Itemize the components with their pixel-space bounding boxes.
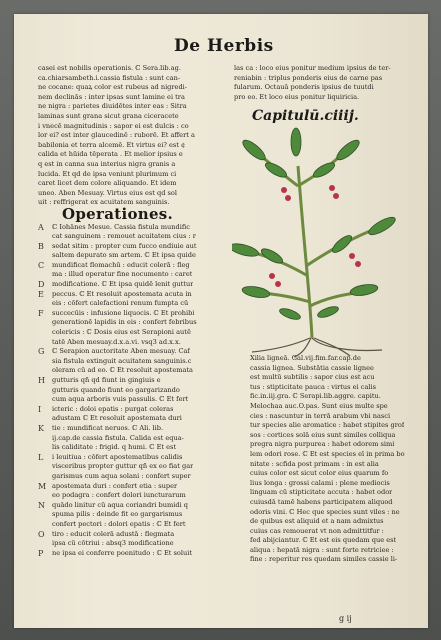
text-line: [38, 395, 220, 405]
text-line: [236, 508, 414, 518]
text-line: [38, 223, 220, 233]
line-text: Xilia ligneā. Gal.vij.fim.far.cap.de: [250, 354, 361, 362]
line-text: est multū subtilis : sapor cius est acu: [250, 373, 375, 382]
text-line: [38, 357, 220, 367]
text-line: [236, 402, 414, 412]
line-text: tus : stipticitate pauca : virtus ei calis: [250, 382, 376, 391]
line-text: tatē Aben mesuay.d.x.a.vi. vsq3 ad.x.x.: [52, 337, 181, 346]
text-line: [38, 539, 220, 549]
margin-marker: [38, 338, 52, 348]
margin-marker: [38, 539, 52, 549]
margin-marker: [236, 440, 250, 450]
text-line: [38, 74, 220, 84]
text-line: [236, 431, 414, 441]
text-line: [236, 373, 414, 383]
text-line: [38, 318, 220, 328]
line-text: fine : reperitur res quedam similes cassie li-: [250, 555, 398, 564]
line-text: visceribus propter guttur qñ ex eo fiat gar: [52, 462, 194, 471]
page-header: [14, 36, 428, 62]
margin-marker: [38, 318, 52, 328]
line-text: pregra nigra purpurea : habet odorem simi: [250, 440, 395, 449]
margin-marker: [236, 555, 250, 565]
line-text: ij.cap.de cassia fistula. Calida est equa-: [52, 433, 184, 442]
line-text: lor ei? est inter glaucedinē : ruborē. Et affert a: [38, 131, 195, 140]
text-line: [38, 270, 220, 280]
margin-marker: L: [38, 452, 44, 462]
line-text: quādo linitur cū aqua coriandri bumidi q: [52, 500, 189, 509]
line-text: nem declinās : inter ipsas sunt lamine ei tra: [38, 92, 185, 101]
line-text: odoris vini. ℂ Hec que species sunt viles : ne: [250, 507, 400, 516]
text-line: [236, 392, 414, 402]
margin-marker: A: [38, 222, 44, 232]
running-head: De Herbis: [174, 36, 274, 56]
margin-marker: [38, 472, 52, 482]
signature-mark: g ij: [339, 614, 352, 623]
line-text: calida et hūida tēperata . Et melior ipsius e: [38, 150, 183, 159]
margin-marker: [38, 491, 52, 501]
line-text: uneo. Aben Mesuay. Virtus eius est qd sol: [38, 188, 177, 197]
margin-marker: [38, 395, 52, 405]
line-text: sos : cortices solā eius sunt similes colliqua: [250, 430, 396, 439]
text-line: [236, 460, 414, 470]
line-text: fed abijciantur. ℂ Et est eis quedam que est: [250, 536, 397, 545]
text-line: [38, 472, 220, 482]
line-text: lucida. Et qd de ipsa veniunt plurimum ci: [38, 169, 177, 178]
line-text: i leuitiua : cōfert apostematibus calidis: [52, 452, 183, 461]
margin-marker: [236, 488, 250, 498]
margin-marker: I: [38, 404, 42, 414]
text-line: [38, 309, 220, 319]
text-line: [236, 450, 414, 460]
line-text: nitate : scfida post primam : in est alia: [250, 459, 379, 468]
margin-marker: [236, 527, 250, 537]
text-line: [38, 405, 220, 415]
right-bottom-paragraph: [236, 354, 414, 565]
text-line: [38, 386, 220, 396]
text-line: [236, 364, 414, 374]
line-text: linguam cū stipticitate accuta : habet odor: [250, 488, 393, 497]
line-text: ne nigra : parietes diuidētes inter eas : Sitra: [38, 102, 187, 111]
text-line: [38, 290, 220, 300]
line-text: ma : illud operatur fine nocumento : caret: [52, 270, 193, 279]
margin-marker: [236, 469, 250, 479]
text-line: [38, 501, 220, 511]
text-line: [38, 179, 220, 189]
text-line: [236, 479, 414, 489]
margin-marker: [38, 386, 52, 396]
line-text: icteric : doloi epatis : purgat coleras: [52, 404, 174, 413]
text-line: [234, 64, 412, 74]
text-line: [38, 102, 220, 112]
text-line: [38, 414, 220, 424]
line-text: fularum. Octauā ponderis ipsius de tuutdi: [234, 83, 374, 92]
text-line: [38, 328, 220, 338]
text-line: [38, 189, 220, 199]
line-text: generationē lapidis in eis : confert febribus: [52, 318, 197, 327]
line-text: fic.in.iij.gra. ℂ Serapi.lib.aggre. capitu.: [250, 392, 381, 401]
chapter-title: Capitulū.ciiij.: [252, 108, 359, 124]
plant-stems: [242, 146, 382, 338]
text-line: [38, 443, 220, 453]
manuscript-page: [14, 14, 428, 628]
margin-marker: [236, 354, 250, 364]
text-line: [234, 74, 412, 84]
left-text-column: [38, 64, 220, 558]
margin-marker: C: [38, 260, 45, 270]
text-line: [38, 376, 220, 386]
line-text: peccus. ℂ Et resoluit apostemata acuta in: [52, 289, 192, 298]
line-text: cassia lignea. Substātia cassie lignee: [250, 363, 374, 372]
text-line: [38, 112, 220, 122]
operations-heading: Operationes.: [62, 204, 174, 223]
text-line: [236, 354, 414, 364]
right-bottom-column: [236, 354, 414, 565]
margin-marker: [236, 383, 250, 393]
margin-marker: [38, 510, 52, 520]
margin-marker: E: [38, 289, 44, 299]
margin-marker: [38, 366, 52, 376]
text-line: [234, 93, 412, 103]
line-text: tiro : educit colerā adustā : flegmata: [52, 529, 175, 538]
text-line: [38, 141, 220, 151]
line-text: spuma pilis : deinde fit eo gargarismus: [52, 510, 183, 519]
text-line: [236, 383, 414, 393]
line-text: tur species alie aromatice : habet stipites grof: [250, 421, 405, 430]
text-line: [38, 347, 220, 357]
line-text: cies : nascuntur in terrā arabum vbi nasci: [250, 411, 391, 420]
margin-marker: [236, 392, 250, 402]
margin-marker: [236, 450, 250, 460]
margin-marker: B: [38, 241, 44, 251]
line-text: succecūis : infusione liquocis. ℂ Et prohibi: [52, 308, 195, 317]
right-top-column: [234, 64, 412, 102]
margin-marker: D: [38, 280, 45, 290]
margin-marker: [236, 517, 250, 527]
text-line: [38, 491, 220, 501]
margin-marker: N: [38, 500, 45, 510]
bottom-margin: [44, 624, 404, 630]
text-line: [236, 421, 414, 431]
line-text: pro eo. Et loco eius ponitur liquiricia.: [234, 92, 360, 101]
margin-marker: [38, 299, 52, 309]
line-text: casei est nobilis operationis. ℂ Sera.lib.ag.: [38, 64, 181, 72]
text-line: [236, 412, 414, 422]
text-line: [38, 64, 220, 74]
margin-marker: G: [38, 347, 45, 357]
margin-marker: [38, 520, 52, 530]
operations-list: [38, 223, 220, 559]
line-text: reniabin : triplus ponderis eius de carne pas: [234, 73, 383, 82]
line-text: confert pectori : dolori epatis : ℂ Et fert: [52, 519, 186, 528]
line-text: i vnecē magnitudinis : sapor ei est dulcis : co: [38, 121, 189, 130]
text-line: [236, 527, 414, 537]
margin-marker: [236, 421, 250, 431]
text-line: [38, 549, 220, 559]
line-text: modificatione. ℂ Et ipsa quidē lenit guttur: [52, 280, 194, 289]
text-line: [38, 131, 220, 141]
line-text: sedat sitim : propter cum fucco endiuie aut: [52, 241, 197, 250]
margin-marker: [236, 431, 250, 441]
line-text: eis : cōfert calefactioni renum fumpta cū: [52, 299, 189, 308]
text-line: [38, 366, 220, 376]
line-text: ne ipsa ei conferre poenitudo : ℂ Et soluit: [52, 548, 192, 557]
text-line: [38, 170, 220, 180]
margin-marker: [236, 364, 250, 374]
text-line: [234, 83, 412, 93]
line-text: cum aqua arboris vuis passulis. ℂ Et fert: [52, 395, 189, 404]
margin-marker: H: [38, 376, 45, 385]
margin-marker: [236, 498, 250, 508]
text-line: [38, 242, 220, 252]
line-text: caret licet dem colore aliquando. Et idem: [38, 179, 177, 188]
margin-marker: P: [38, 548, 44, 558]
text-line: [38, 150, 220, 160]
margin-marker: [236, 412, 250, 422]
text-line: [236, 488, 414, 498]
text-line: [38, 530, 220, 540]
text-line: [38, 434, 220, 444]
text-line: [38, 93, 220, 103]
margin-marker: [38, 443, 52, 453]
line-text: cuius color est sicut color eius quarum fo: [250, 469, 389, 478]
line-text: lis caliditate : frigid. q humi. ℂ Et est: [52, 443, 177, 452]
text-line: [38, 462, 220, 472]
line-text: garismus cum aqua solani : confert super: [52, 471, 191, 480]
margin-marker: [236, 460, 250, 470]
text-line: [38, 261, 220, 271]
text-line: [236, 440, 414, 450]
line-text: babilonia et terra alcemē. Et virtus ei? est ¢: [38, 140, 186, 149]
margin-marker: [38, 328, 52, 338]
margin-marker: [236, 508, 250, 518]
text-line: [38, 299, 220, 309]
text-line: [38, 510, 220, 520]
line-text: lius longa : grossi calami : plene mediocis: [250, 478, 390, 487]
text-line: [236, 469, 414, 479]
line-text: oleram cū ad eo. ℂ Et resoluit apostemata: [52, 366, 193, 375]
line-text: apostemata duri : confert etia : super: [52, 481, 178, 490]
line-text: saltem depurato sm artem. ℂ Et ipsa quide: [52, 251, 196, 260]
margin-marker: [38, 232, 52, 242]
line-text: sia fistula extinguit acuitatem sanguinis.c: [52, 356, 192, 365]
text-line: [38, 424, 220, 434]
margin-marker: [38, 414, 52, 424]
line-text: gutturis qñ qd fiunt in gingiuis e: [52, 376, 161, 384]
plant-leaves: [232, 128, 397, 322]
text-line: [236, 517, 414, 527]
line-text: adustam ℂ Et resoluit apostemata duri: [52, 414, 182, 423]
line-text: colericis : ℂ Dosis eius est Serapioni autē: [52, 328, 191, 337]
margin-marker: O: [38, 529, 45, 539]
text-line: [38, 453, 220, 463]
right-top-paragraph: [234, 64, 412, 102]
margin-marker: [38, 251, 52, 261]
intro-paragraph: [38, 64, 220, 208]
line-text: ℂ Iohānes Mesue. Cassia fistula mundific: [52, 222, 190, 231]
line-text: Melochaa auc.O.pas. Sunt eius multe spe: [250, 401, 388, 410]
margin-marker: [38, 357, 52, 367]
line-text: ne cocane: quaꝝ color est rubeus ad nigredi-: [38, 83, 188, 92]
margin-marker: F: [38, 308, 44, 318]
line-text: ipsa cū cōtriui : absq3 modificatione: [52, 539, 174, 548]
text-line: [38, 520, 220, 530]
line-text: cuiusdā tamē habens participatem aliquod: [250, 497, 393, 506]
plant-illustration: [232, 126, 412, 358]
line-text: laminas sunt grana sicut grana ciceracete: [38, 111, 179, 120]
margin-marker: [236, 402, 250, 412]
line-text: eo podagra : confert dolori iuncturarum: [52, 491, 186, 500]
margin-marker: [38, 270, 52, 280]
margin-marker: [236, 373, 250, 383]
margin-marker: K: [38, 423, 44, 433]
text-line: [236, 546, 414, 556]
line-text: ca.chiarsambeth.i.cassia fistula : sunt can-: [38, 73, 181, 82]
line-text: tie : mundificat neruos. ℂ Ali. lib.: [52, 423, 164, 432]
line-text: ℂ Serapion auctoritate Aben mesuay. Caf: [52, 347, 190, 356]
line-text: cat sanguinem : remouet acuitatem cius : r: [52, 232, 196, 241]
line-text: q est in canna sua interius nigra granis a: [38, 159, 176, 168]
text-line: [38, 338, 220, 348]
line-text: cuius cas remouerat vt non admittitfur :: [250, 526, 384, 535]
line-text: aliqua : hepatā nigra : sunt forte retriciee :: [250, 545, 394, 554]
text-line: [236, 536, 414, 546]
text-line: [38, 83, 220, 93]
margin-marker: [236, 536, 250, 546]
line-text: mundificat flomachū : educit colerā : fleg: [52, 260, 190, 269]
line-text: uit : reffrigerat ex acuitatem sanguinis.: [38, 198, 170, 207]
line-text: las ca : loco eius ponitur medium ipsius de ter-: [234, 64, 391, 72]
text-line: [236, 555, 414, 565]
margin-marker: M: [38, 481, 47, 491]
line-text: lem odori rose. ℂ Et est species eī in prima bo: [250, 449, 405, 458]
text-line: [38, 122, 220, 132]
text-line: [38, 280, 220, 290]
line-text: gutturis quando fiunt eo gargarizando: [52, 385, 180, 394]
text-line: [38, 482, 220, 492]
line-text: de quibus est aliquid et a nam admixtus: [250, 517, 384, 526]
text-line: [236, 498, 414, 508]
margin-marker: [38, 462, 52, 472]
text-line: [38, 160, 220, 170]
margin-marker: [236, 479, 250, 489]
text-line: [38, 232, 220, 242]
margin-marker: [38, 434, 52, 444]
text-line: [38, 251, 220, 261]
margin-marker: [236, 546, 250, 556]
